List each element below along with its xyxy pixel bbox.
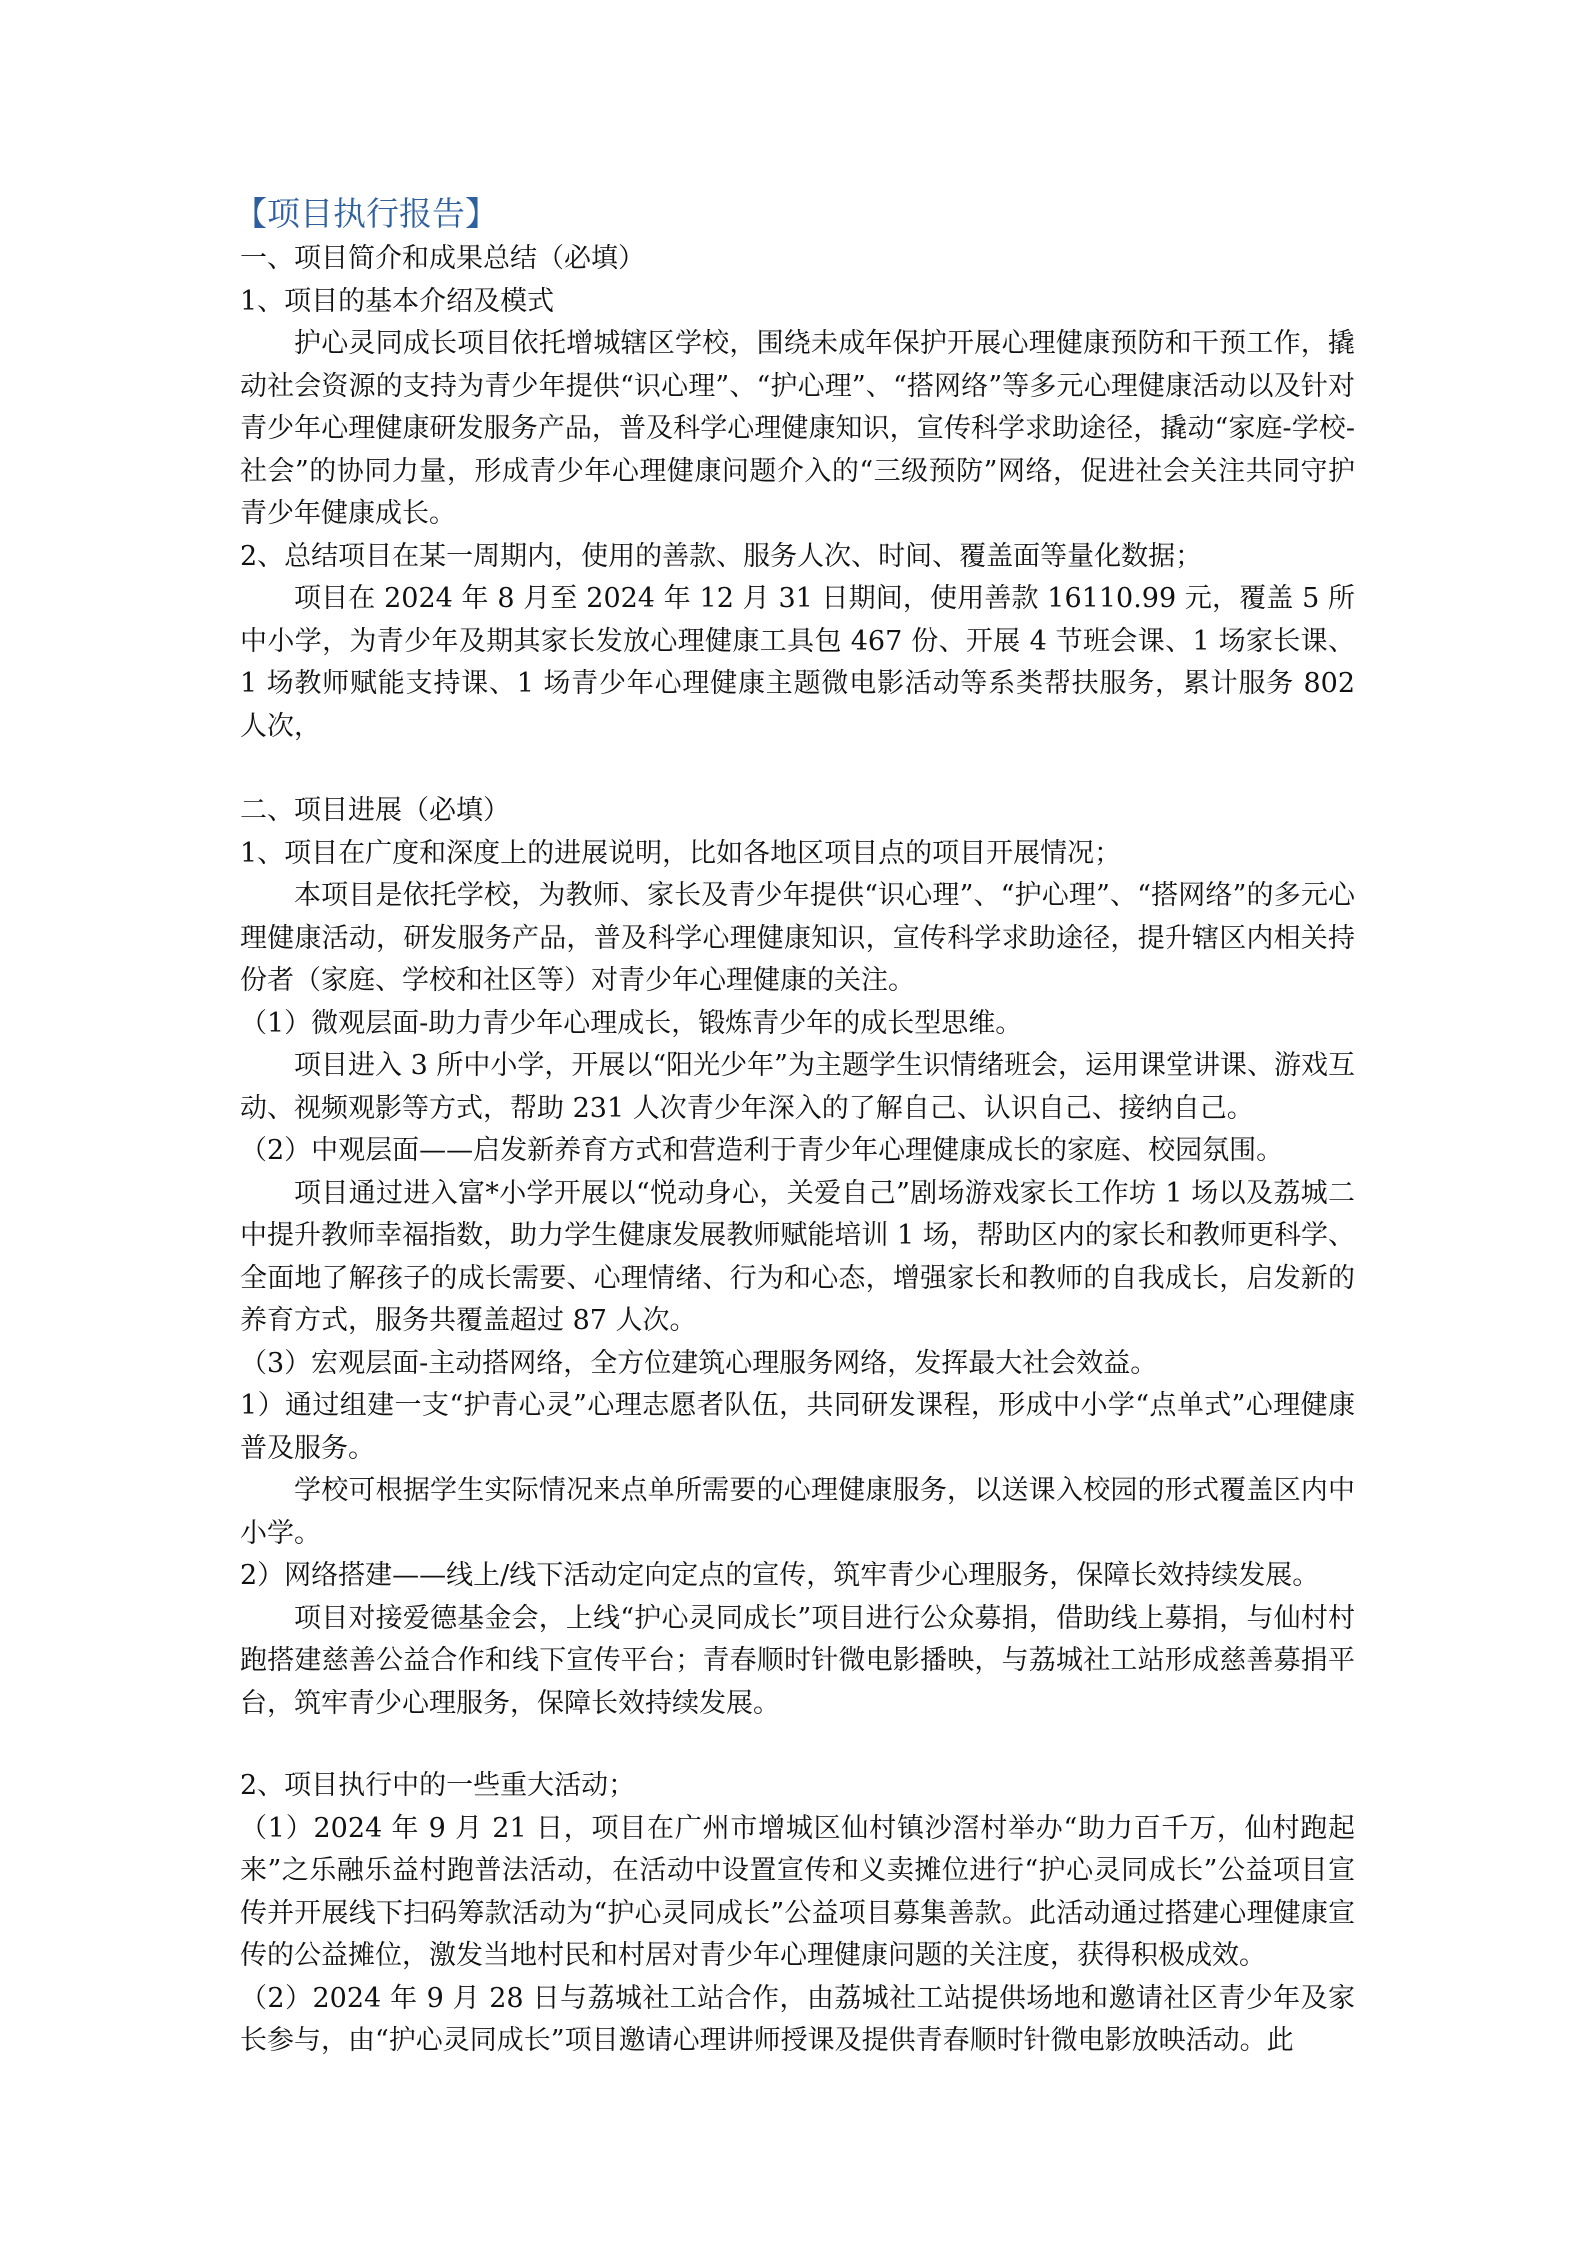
- meso-level-paragraph: 项目通过进入富*小学开展以“悦动身心，关爱自己”剧场游戏家长工作坊 1 场以及荔城二中提升教师幸福指数，助力学生健康发展教师赋能培训 1 场，帮助区内的家长和教师更科学、全面地了解孩子的成长需要、心理情绪、行为和心态，增强家长和教师的自我成长，启发新的养育方式，服务共覆盖超过 87 人次。: [240, 1177, 1355, 1336]
- school-order-paragraph: 学校可根据学生实际情况来点单所需要的心理健康服务，以送课入校园的形式覆盖区内中小学。: [240, 1475, 1355, 1549]
- micro-level-paragraph: 项目进入 3 所中小学，开展以“阳光少年”为主题学生识情绪班会，运用课堂讲课、游戏互动、视频观影等方式，帮助 231 人次青少年深入的了解自己、认识自己、接纳自己。: [240, 1050, 1355, 1124]
- network-building-item: 2）网络搭建——线上/线下活动定向定点的宣传，筑牢青少心理服务，保障长效持续发展。: [240, 1560, 1320, 1591]
- foundation-partnership-paragraph: 项目对接爱德基金会，上线“护心灵同成长”项目进行公众募捐，借助线上募捐，与仙村村跑搭建慈善公益合作和线下宣传平台；青春顺时针微电影播映，与荔城社工站形成慈善募捐平台，筑牢青少心理服务，保障长效持续发展。: [240, 1602, 1355, 1719]
- paragraph-gap: [240, 748, 1355, 790]
- section-1-heading: 一、项目简介和成果总结（必填）: [240, 243, 645, 274]
- document-page: [234, 190, 1355, 2063]
- micro-level-heading: （1）微观层面-助力青少年心理成长，锻炼青少年的成长型思维。: [240, 1007, 1023, 1039]
- section-2-heading: 二、项目进展（必填）: [240, 795, 510, 826]
- volunteer-team-item: 1）通过组建一支“护青心灵”心理志愿者队伍，共同研发课程，形成中小学“点单式”心理健康普及服务。: [240, 1390, 1355, 1464]
- subsection-2-2-heading: 2、项目执行中的一些重大活动；: [240, 1770, 636, 1801]
- macro-level-heading: （3）宏观层面-主动搭网络，全方位建筑心理服务网络，发挥最大社会效益。: [240, 1347, 1158, 1379]
- subsection-2-1-heading: 1、项目在广度和深度上的进展说明，比如各地区项目点的项目开展情况；: [240, 837, 1122, 869]
- report-title: 【项目执行报告】: [234, 194, 498, 233]
- meso-level-heading: （2）中观层面——启发新养育方式和营造利于青少年心理健康成长的家庭、校园氛围。: [240, 1135, 1284, 1166]
- event-1-paragraph: （1）2024 年 9 月 21 日，项目在广州市增城区仙村镇沙滘村举办“助力百千万，仙村跑起来”之乐融乐益村跑普法活动，在活动中设置宣传和义卖摊位进行“护心灵同成长”公益项目宣传并开展线下扫码筹款活动为“护心灵同成长”公益项目募集善款。此活动通过搭建心理健康宣传的公益摊位，激发当地村民和村居对青少年心理健康问题的关注度，获得积极成效。: [240, 1812, 1355, 1971]
- quantitative-summary-paragraph: 项目在 2024 年 8 月至 2024 年 12 月 31 日期间，使用善款 16110.99 元，覆盖 5 所中小学，为青少年及期其家长发放心理健康工具包 467 份、开展 4 节班会课、1 场家长课、1 场教师赋能支持课、1 场青少年心理健康主题微电影活动等系类帮扶服务，累计服务 802 人次，: [240, 583, 1355, 742]
- progress-overview-paragraph: 本项目是依托学校，为教师、家长及青少年提供“识心理”、“护心理”、“搭网络”的多元心理健康活动，研发服务产品，普及科学心理健康知识，宣传科学求助途径，提升辖区内相关持份者（家庭、学校和社区等）对青少年心理健康的关注。: [240, 880, 1355, 996]
- project-intro-paragraph: 护心灵同成长项目依托增城辖区学校，围绕未成年保护开展心理健康预防和干预工作，撬动社会资源的支持为青少年提供“识心理”、“护心理”、“搭网络”等多元心理健康活动以及针对青少年心理健康研发服务产品，普及科学心理健康知识，宣传科学求助途径，撬动“家庭-学校-社会”的协同力量，形成青少年心理健康问题介入的“三级预防”网络，促进社会关注共同守护青少年健康成长。: [240, 328, 1355, 529]
- subsection-1-1-heading: 1、项目的基本介绍及模式: [240, 285, 555, 317]
- event-2-paragraph: （2）2024 年 9 月 28 日与荔城社工站合作，由荔城社工站提供场地和邀请社区青少年及家长参与，由“护心灵同成长”项目邀请心理讲师授课及提供青春顺时针微电影放映活动。此: [240, 1982, 1355, 2056]
- subsection-1-2-heading: 2、总结项目在某一周期内，使用的善款、服务人次、时间、覆盖面等量化数据；: [240, 540, 1203, 572]
- paragraph-gap: [240, 1725, 1355, 1765]
